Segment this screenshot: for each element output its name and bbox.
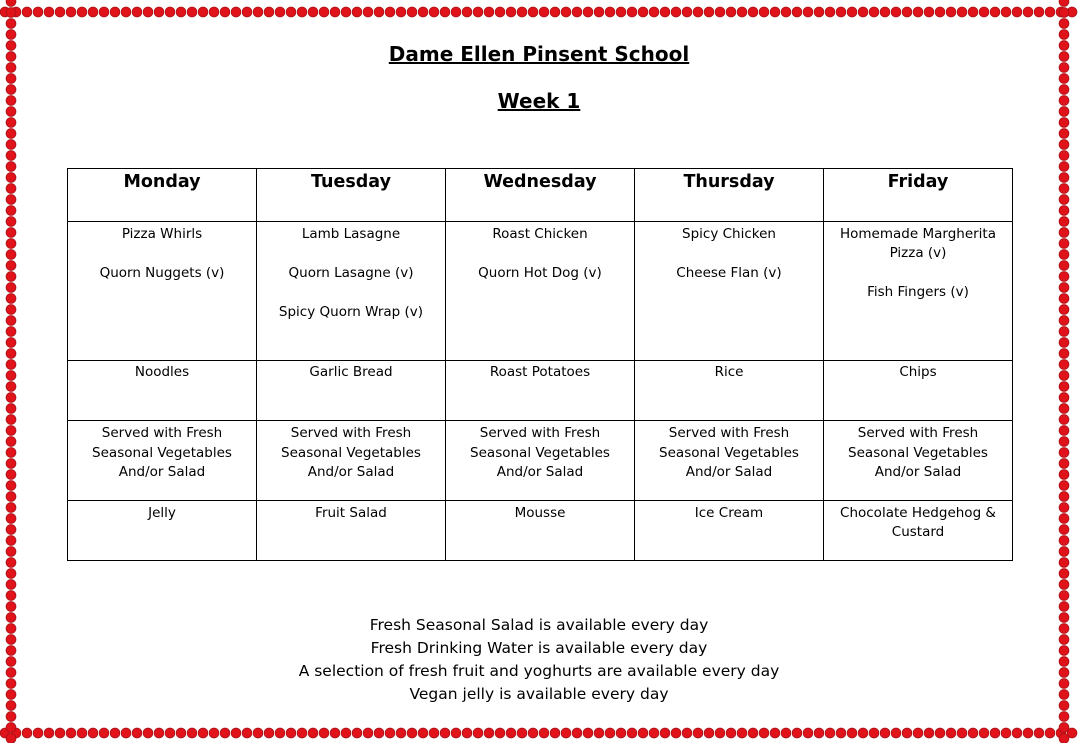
main-cell-friday — [824, 222, 1013, 361]
dessert-row — [68, 501, 1013, 561]
veg-cell-tuesday: Served with Fresh Seasonal Vegetables And/or Salad — [257, 421, 446, 501]
menu-item: Quorn Lasagne (v) — [288, 265, 414, 281]
footer-note: Vegan jelly is available every day — [409, 685, 669, 703]
day-header-wednesday: Wednesday — [446, 169, 635, 222]
side-cell-monday: Noodles — [68, 361, 257, 421]
main-cell-wednesday — [446, 222, 635, 361]
menu-item: Spicy Quorn Wrap (v) — [278, 304, 424, 320]
school-title: Dame Ellen Pinsent School — [388, 42, 690, 66]
menu-item: Cheese Flan (v) — [676, 265, 782, 281]
menu-item: Quorn Hot Dog (v) — [478, 265, 602, 281]
veg-cell-monday: Served with Fresh Seasonal Vegetables And/or Salad — [68, 421, 257, 501]
menu-item: Spicy Chicken — [682, 226, 776, 242]
day-header-friday: Friday — [824, 169, 1013, 222]
day-header-monday: Monday — [68, 169, 257, 222]
side-cell-friday: Chips — [824, 361, 1013, 421]
veg-cell-wednesday: Served with Fresh Seasonal Vegetables And/or Salad — [446, 421, 635, 501]
day-header-thursday: Thursday — [635, 169, 824, 222]
footer-note: Fresh Drinking Water is available every day — [370, 639, 708, 657]
menu-item: Roast Chicken — [492, 226, 588, 242]
day-header-tuesday: Tuesday — [257, 169, 446, 222]
main-cell-tuesday — [257, 222, 446, 361]
main-cell-thursday — [635, 222, 824, 361]
decorative-border-top — [0, 0, 1078, 20]
veg-cell-friday: Served with Fresh Seasonal Vegetables And/or Salad — [824, 421, 1013, 501]
footer-note: Fresh Seasonal Salad is available every day — [369, 616, 709, 634]
dessert-cell-wednesday: Mousse — [446, 501, 635, 561]
dessert-cell-thursday: Ice Cream — [635, 501, 824, 561]
veg-cell-thursday: Served with Fresh Seasonal Vegetables And/or Salad — [635, 421, 824, 501]
vegetables-row — [68, 421, 1013, 501]
decorative-border-bottom — [0, 723, 1078, 743]
menu-item: Lamb Lasagne — [301, 226, 401, 242]
menu-item: Fish Fingers (v) — [867, 284, 969, 300]
side-dish-row — [68, 361, 1013, 421]
side-cell-tuesday: Garlic Bread — [257, 361, 446, 421]
day-header-row — [68, 169, 1013, 222]
main-cell-monday — [68, 222, 257, 361]
menu-item: Homemade Margherita Pizza (v) — [840, 226, 996, 261]
footer-notes — [0, 614, 1078, 706]
week-title: Week 1 — [497, 89, 581, 113]
dessert-cell-monday: Jelly — [68, 501, 257, 561]
menu-item: Quorn Nuggets (v) — [99, 265, 225, 281]
dessert-cell-friday: Chocolate Hedgehog & Custard — [824, 501, 1013, 561]
side-cell-thursday: Rice — [635, 361, 824, 421]
footer-note: A selection of fresh fruit and yoghurts are available every day — [298, 662, 780, 680]
main-course-row — [68, 222, 1013, 361]
side-cell-wednesday: Roast Potatoes — [446, 361, 635, 421]
dessert-cell-tuesday: Fruit Salad — [257, 501, 446, 561]
menu-table — [67, 168, 1013, 561]
menu-item: Pizza Whirls — [121, 226, 203, 242]
